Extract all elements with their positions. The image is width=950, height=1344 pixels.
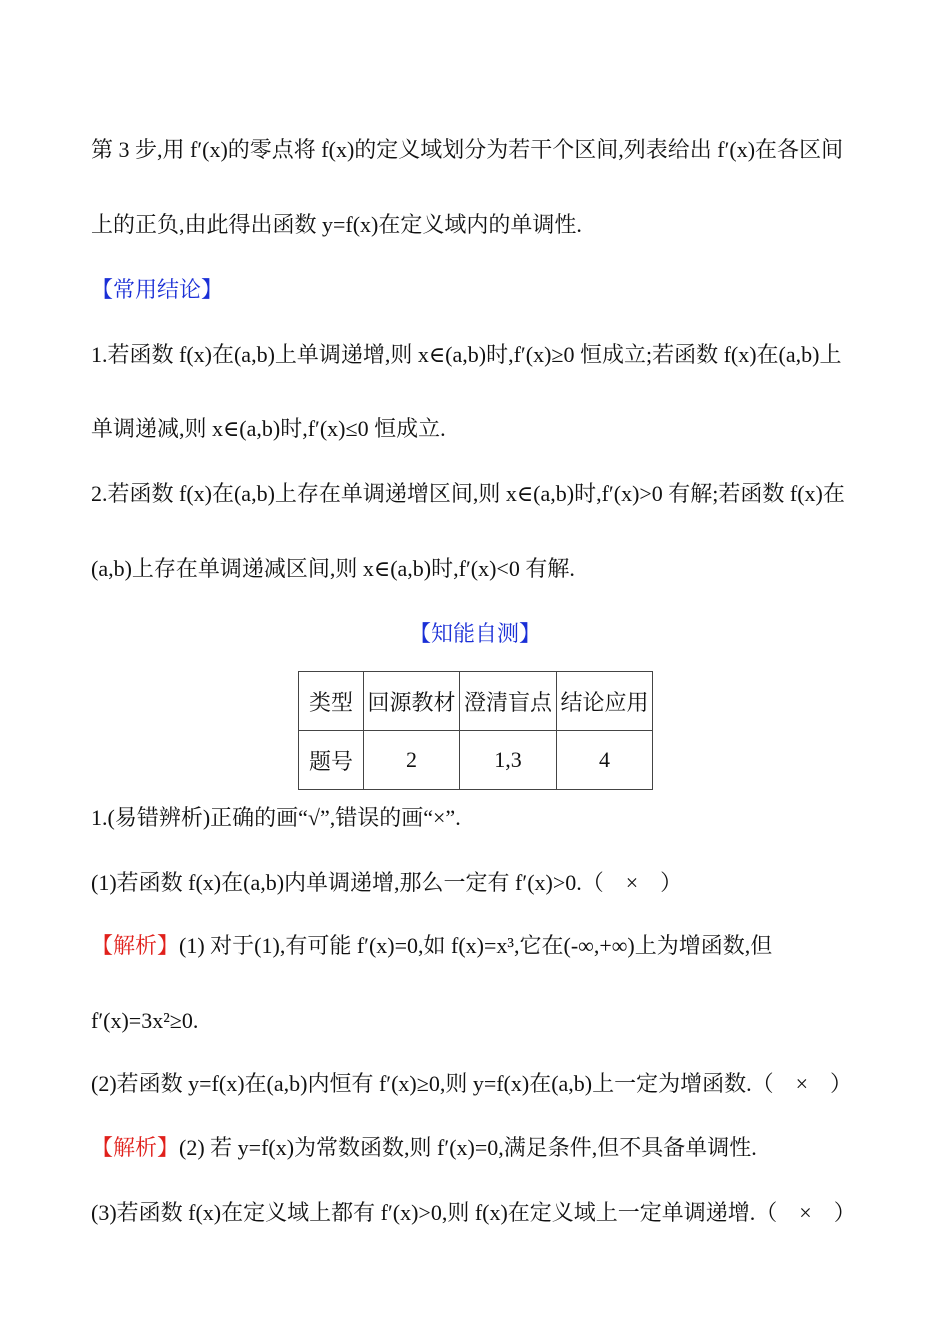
table-header-cell: 结论应用 bbox=[557, 672, 653, 731]
table-cell: 题号 bbox=[299, 731, 364, 790]
table-header-cell: 类型 bbox=[299, 672, 364, 731]
analysis-1-line2: f′(x)=3x²≥0. bbox=[91, 1008, 199, 1033]
section-heading-self-test: 【知能自测】 bbox=[408, 621, 541, 646]
question-1-intro: 1.(易错辨析)正确的画“√”,错误的画“×”. bbox=[91, 805, 461, 830]
conclusion-2-line1: 2.若函数 f(x)在(a,b)上存在单调递增区间,则 x∈(a,b)时,f′(x)>0 有解;若函数 f(x)在 bbox=[91, 481, 845, 506]
section-heading-common-conclusions: 【常用结论】 bbox=[91, 277, 224, 302]
conclusion-1-line2: 单调递减,则 x∈(a,b)时,f′(x)≤0 恒成立. bbox=[91, 416, 446, 441]
question-1-3: (3)若函数 f(x)在定义域上都有 f′(x)>0,则 f(x)在定义域上一定单调递增.（ × ） bbox=[91, 1200, 856, 1225]
conclusion-2-line2: (a,b)上存在单调递减区间,则 x∈(a,b)时,f′(x)<0 有解. bbox=[91, 556, 575, 581]
paragraph-step3-line2: 上的正负,由此得出函数 y=f(x)在定义域内的单调性. bbox=[91, 212, 582, 237]
self-test-table bbox=[298, 671, 653, 790]
analysis-tag: 【解析】 bbox=[91, 933, 180, 958]
table-header-cell: 澄清盲点 bbox=[460, 672, 557, 731]
analysis-tag: 【解析】 bbox=[91, 1135, 180, 1160]
analysis-text: (2) 若 y=f(x)为常数函数,则 f′(x)=0,满足条件,但不具备单调性. bbox=[179, 1135, 757, 1160]
table-row bbox=[299, 672, 653, 731]
table-row bbox=[299, 731, 653, 790]
question-1-1: (1)若函数 f(x)在(a,b)内单调递增,那么一定有 f′(x)>0.（ × ） bbox=[91, 870, 683, 895]
table-cell: 1,3 bbox=[460, 731, 557, 790]
analysis-1 bbox=[91, 932, 772, 960]
analysis-2 bbox=[91, 1134, 757, 1162]
table-cell: 4 bbox=[557, 731, 653, 790]
table-cell: 2 bbox=[364, 731, 460, 790]
analysis-text: (1) 对于(1),有可能 f′(x)=0,如 f(x)=x³,它在(-∞,+∞)上为增函数,但 bbox=[179, 933, 773, 958]
table-header-cell: 回源教材 bbox=[364, 672, 460, 731]
conclusion-1-line1: 1.若函数 f(x)在(a,b)上单调递增,则 x∈(a,b)时,f′(x)≥0 恒成立;若函数 f(x)在(a,b)上 bbox=[91, 342, 842, 367]
question-1-2: (2)若函数 y=f(x)在(a,b)内恒有 f′(x)≥0,则 y=f(x)在(a,b)上一定为增函数.（ × ） bbox=[91, 1071, 853, 1096]
paragraph-step3-line1: 第 3 步,用 f′(x)的零点将 f(x)的定义域划分为若干个区间,列表给出 f′(x)在各区间 bbox=[91, 137, 844, 162]
